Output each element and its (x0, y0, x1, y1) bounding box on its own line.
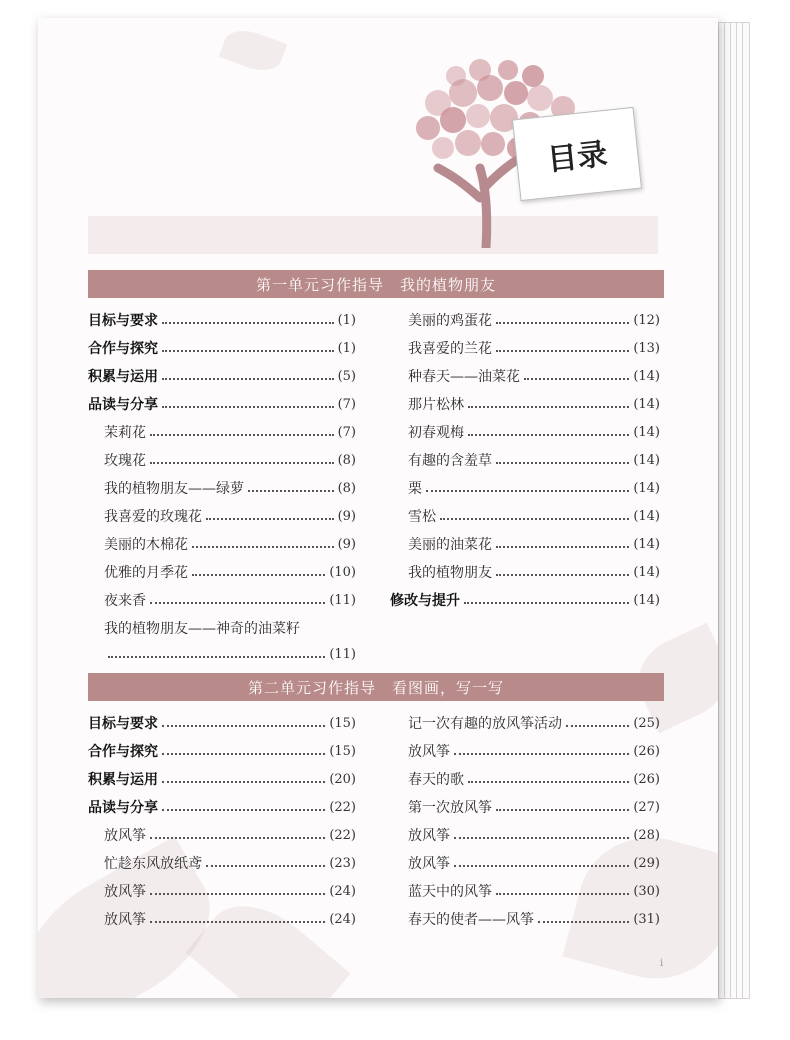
page-title: 目录 (545, 136, 610, 179)
tree-foliage-dot (481, 132, 505, 156)
toc-entry-title: 放风筝 (104, 828, 146, 844)
toc-entry[interactable] (88, 391, 356, 417)
leader-dots (468, 434, 629, 436)
page-stack-edges (718, 22, 752, 997)
toc-entry-title: 合作与探究 (88, 341, 158, 357)
toc-entry[interactable] (408, 766, 660, 792)
leader-dots (538, 921, 629, 923)
toc-entry[interactable] (88, 335, 356, 361)
toc-entry[interactable] (88, 794, 356, 820)
toc-entry[interactable] (408, 794, 660, 820)
leader-dots (150, 921, 325, 923)
leader-dots (524, 378, 629, 380)
leader-dots (206, 518, 334, 520)
toc-entry-title: 修改与提升 (390, 593, 460, 609)
toc-entry[interactable] (104, 559, 356, 585)
toc-entry[interactable] (408, 391, 660, 417)
toc-entry-page: (14) (633, 480, 660, 496)
leader-dots (496, 809, 629, 811)
toc-entry-page: (14) (633, 368, 660, 384)
toc-entry-page: (8) (337, 452, 356, 468)
page-number: i (660, 958, 664, 969)
toc-entry[interactable] (104, 615, 356, 641)
tree-foliage-dot (446, 66, 466, 86)
toc-entry-title: 忙趁东风放纸鸢 (104, 856, 202, 872)
toc-entry-page: (1) (337, 312, 356, 328)
toc-entry-title: 放风筝 (408, 744, 450, 760)
leader-dots (206, 865, 325, 867)
decorative-leaf (219, 24, 287, 77)
toc-entry-page: (10) (329, 564, 356, 580)
toc-entry-page: (9) (337, 536, 356, 552)
toc-entry-page: (22) (329, 827, 356, 843)
leader-dots (496, 546, 629, 548)
toc-entry-page: (23) (329, 855, 356, 871)
leader-dots (464, 602, 629, 604)
toc-entry-title: 放风筝 (408, 828, 450, 844)
toc-entry[interactable] (408, 503, 660, 529)
leader-dots (108, 656, 325, 658)
toc-entry-page: (12) (633, 312, 660, 328)
toc-entry-page: (7) (337, 424, 356, 440)
toc-entry-title: 品读与分享 (88, 800, 158, 816)
toc-entry[interactable] (104, 475, 356, 501)
leader-dots (192, 574, 325, 576)
toc-entry[interactable] (390, 587, 660, 613)
toc-entry-page: (11) (329, 646, 356, 662)
toc-entry-title: 初春观梅 (408, 425, 464, 441)
leader-dots (150, 602, 325, 604)
leader-dots (248, 490, 334, 492)
toc-entry-page: (5) (337, 368, 356, 384)
tree-foliage-dot (504, 81, 528, 105)
toc-entry-title: 品读与分享 (88, 397, 158, 413)
toc-entry[interactable] (88, 363, 356, 389)
leader-dots (162, 406, 334, 408)
toc-entry[interactable] (104, 906, 356, 932)
toc-entry-page: (27) (633, 799, 660, 815)
toc-entry-title: 我喜爱的兰花 (408, 341, 492, 357)
toc-entry-page: (14) (633, 424, 660, 440)
toc-entry[interactable] (408, 475, 660, 501)
toc-entry[interactable] (104, 822, 356, 848)
toc-entry[interactable] (408, 878, 660, 904)
tree-foliage-dot (440, 107, 466, 133)
toc-entry[interactable] (104, 531, 356, 557)
toc-entry-title: 蓝天中的风筝 (408, 884, 492, 900)
tree-foliage-dot (416, 116, 440, 140)
toc-entry-page: (7) (337, 396, 356, 412)
toc-entry-page: (14) (633, 564, 660, 580)
toc-entry-page: (25) (633, 715, 660, 731)
toc-entry-page: (24) (329, 911, 356, 927)
toc-entry-page: (30) (633, 883, 660, 899)
toc-entry-title: 优雅的月季花 (104, 565, 188, 581)
leader-dots (468, 781, 629, 783)
toc-entry-page: (14) (633, 508, 660, 524)
tree-foliage-dot (498, 60, 518, 80)
tree-foliage-dot (466, 104, 490, 128)
toc-entry[interactable] (104, 587, 356, 613)
toc-entry-page: (14) (633, 536, 660, 552)
leader-dots (496, 574, 629, 576)
toc-title-card (512, 107, 642, 201)
toc-entry-title: 放风筝 (104, 912, 146, 928)
toc-entry[interactable] (104, 447, 356, 473)
toc-entry-title: 雪松 (408, 509, 436, 525)
leader-dots (468, 406, 629, 408)
toc-entry-title: 玫瑰花 (104, 453, 146, 469)
toc-entry[interactable] (408, 363, 660, 389)
toc-entry[interactable] (88, 766, 356, 792)
leader-dots (162, 753, 325, 755)
toc-entry-page: (31) (633, 911, 660, 927)
toc-entry[interactable] (104, 878, 356, 904)
leader-dots (454, 865, 629, 867)
toc-entry[interactable] (88, 738, 356, 764)
toc-entry-title: 我喜爱的玫瑰花 (104, 509, 202, 525)
toc-entry-title: 有趣的含羞草 (408, 453, 492, 469)
toc-entry[interactable] (408, 531, 660, 557)
toc-entry-page: (9) (337, 508, 356, 524)
tree-foliage-dot (522, 65, 544, 87)
toc-entry-page: (8) (337, 480, 356, 496)
toc-entry-title: 积累与运用 (88, 369, 158, 385)
leader-dots (496, 350, 629, 352)
toc-entry[interactable] (408, 419, 660, 445)
toc-entry-page: (1) (337, 340, 356, 356)
toc-entry[interactable] (408, 710, 660, 736)
toc-entry-title: 那片松林 (408, 397, 464, 413)
toc-entry-page: (20) (329, 771, 356, 787)
unit-banner: 第二单元习作指导 看图画，写一写 (88, 673, 664, 701)
toc-entry[interactable] (88, 307, 356, 333)
toc-entry-title: 我的植物朋友 (408, 565, 492, 581)
leader-dots (150, 462, 334, 464)
toc-entry-title: 目标与要求 (88, 313, 158, 329)
toc-entry-title: 夜来香 (104, 593, 146, 609)
leader-dots (440, 518, 629, 520)
toc-page (38, 18, 718, 998)
toc-entry-page: (14) (633, 592, 660, 608)
toc-entry-title: 茉莉花 (104, 425, 146, 441)
toc-entry-title: 美丽的油菜花 (408, 537, 492, 553)
toc-entry-page: (24) (329, 883, 356, 899)
toc-entry-title: 春天的歌 (408, 772, 464, 788)
toc-entry-title: 记一次有趣的放风筝活动 (408, 716, 562, 732)
toc-entry-page: (15) (329, 715, 356, 731)
toc-entry-page: (15) (329, 743, 356, 759)
leader-dots (566, 725, 629, 727)
toc-entry-title: 春天的使者——风筝 (408, 912, 534, 928)
toc-entry-title: 目标与要求 (88, 716, 158, 732)
toc-entry-title: 我的植物朋友——神奇的油菜籽 (104, 621, 300, 637)
toc-entry[interactable] (408, 335, 660, 361)
toc-entry-page: (13) (633, 340, 660, 356)
toc-entry-title: 美丽的木棉花 (104, 537, 188, 553)
leader-dots (162, 781, 325, 783)
leader-dots (496, 462, 629, 464)
leader-dots (426, 490, 629, 492)
toc-entry-page: (26) (633, 743, 660, 759)
toc-entry-page: (11) (329, 592, 356, 608)
toc-entry[interactable] (408, 822, 660, 848)
toc-entry-page: (29) (633, 855, 660, 871)
tree-foliage-dot (527, 85, 553, 111)
toc-entry-page: (14) (633, 396, 660, 412)
toc-entry-page: (26) (633, 771, 660, 787)
leader-dots (150, 893, 325, 895)
leader-dots (496, 322, 629, 324)
toc-entry-title: 放风筝 (104, 884, 146, 900)
leader-dots (150, 837, 325, 839)
toc-entry[interactable] (408, 447, 660, 473)
leader-dots (150, 434, 334, 436)
toc-entry-title: 栗 (408, 481, 422, 497)
toc-entry-page: (22) (329, 799, 356, 815)
leader-dots (496, 893, 629, 895)
unit-banner: 第一单元习作指导 我的植物朋友 (88, 270, 664, 298)
toc-entry-title: 种春天——油菜花 (408, 369, 520, 385)
toc-entry[interactable] (408, 738, 660, 764)
leader-dots (454, 753, 629, 755)
toc-entry-title: 美丽的鸡蛋花 (408, 313, 492, 329)
leader-dots (162, 378, 334, 380)
leader-dots (192, 546, 334, 548)
toc-entry-page: (14) (633, 452, 660, 468)
toc-entry[interactable] (104, 503, 356, 529)
tree-foliage-dot (469, 59, 491, 81)
toc-entry[interactable] (408, 906, 660, 932)
toc-entry-title: 放风筝 (408, 856, 450, 872)
leader-dots (454, 837, 629, 839)
toc-entry-title: 合作与探究 (88, 744, 158, 760)
leader-dots (162, 350, 334, 352)
toc-entry-continuation (104, 641, 356, 667)
tree-foliage-dot (432, 137, 454, 159)
toc-entry-page: (28) (633, 827, 660, 843)
leader-dots (162, 809, 325, 811)
toc-entry[interactable] (88, 710, 356, 736)
toc-entry[interactable] (104, 850, 356, 876)
toc-entry-title: 积累与运用 (88, 772, 158, 788)
tree-foliage-dot (455, 130, 481, 156)
toc-entry[interactable] (408, 850, 660, 876)
leader-dots (162, 322, 334, 324)
toc-entry-title: 我的植物朋友——绿萝 (104, 481, 244, 497)
toc-entry[interactable] (104, 419, 356, 445)
toc-entry-title: 第一次放风筝 (408, 800, 492, 816)
toc-entry[interactable] (408, 559, 660, 585)
toc-entry[interactable] (408, 307, 660, 333)
leader-dots (162, 725, 325, 727)
